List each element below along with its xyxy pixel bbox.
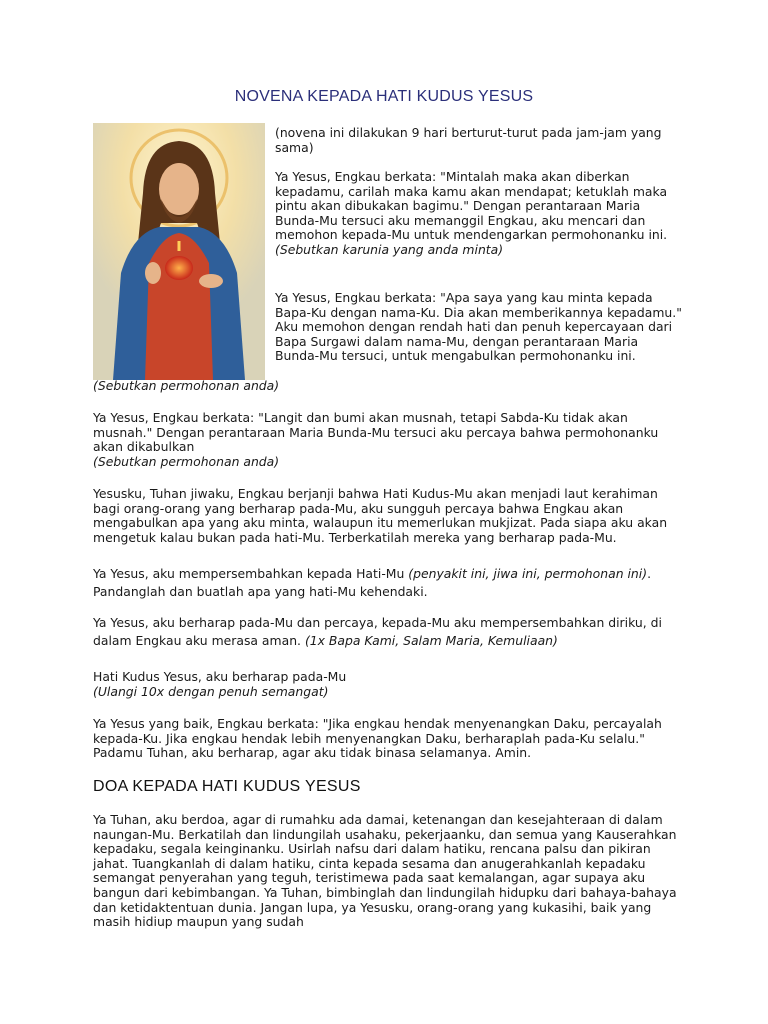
paragraph-1	[275, 170, 685, 258]
paragraph-8: Ya Yesus yang baik, Engkau berkata: "Jika engkau hendak menyenangkan Daku, percayalah kepada-Ku. Jika engkau hendak lebih menyenangkan Daku, berharaplah pada-Ku selalu." Padamu Tuhan, aku berharap, agar aku tidak binasa selamanya. Amin.	[93, 716, 662, 761]
paragraph-2: Ya Yesus, Engkau berkata: "Apa saya yang kau minta kepada Bapa-Ku dengan nama-Ku. Dia akan memberikannya kepadamu." Aku memohon dengan rendah hati dan penuh kepercayaan dari Bapa Surgawi dalam nama-Mu, dengan perantaraan Maria Bunda-Mu tersuci, untuk mengabulkan permohonanku ini.	[275, 290, 682, 364]
paragraph-6	[93, 614, 683, 650]
section-heading: DOA KEPADA HATI KUDUS YESUS	[93, 778, 361, 795]
paragraph-1-note: (Sebutkan karunia yang anda minta)	[275, 241, 504, 257]
paragraph-3-note: (Sebutkan permohonan anda)	[93, 453, 280, 469]
paragraph-5-text-b: . Pandanglah dan buatlah apa yang hati-Mu kehendaki.	[93, 566, 652, 599]
sacred-heart-image	[93, 123, 265, 380]
intro-text: (novena ini dilakukan 9 hari berturut-turut pada jam-jam yang sama)	[275, 125, 662, 155]
paragraph-6-text: Ya Yesus, aku berharap pada-Mu dan percaya, kepada-Mu aku mempersembahkan diriku, di dalam Engkau aku merasa aman.	[93, 615, 662, 648]
paragraph-3-text: Ya Yesus, Engkau berkata: "Langit dan bumi akan musnah, tetapi Sabda-Ku tidak akan musnah." Dengan perantaraan Maria Bunda-Mu tersuci aku percaya bahwa permohonanku akan dikabulkan	[93, 410, 659, 455]
paragraph-4: Yesusku, Tuhan jiwaku, Engkau berjanji bahwa Hati Kudus-Mu akan menjadi laut kerahiman bagi orang-orang yang berharap pada-Mu, aku sungguh percaya bahwa Engkau akan mengabulkan apa yang aku minta, walaupun itu memerlukan mukjizat. Pada siapa aku akan mengetuk kalau bukan pada hati-Mu. Terberkatilah mereka yang berharap pada-Mu.	[93, 486, 668, 545]
page-title: NOVENA KEPADA HATI KUDUS YESUS	[234, 88, 534, 105]
paragraph-2-note: (Sebutkan permohonan anda)	[93, 378, 280, 393]
paragraph-7-note: (Ulangi 10x dengan penuh semangat)	[93, 683, 329, 699]
paragraph-3	[93, 411, 683, 469]
paragraph-6-note: (1x Bapa Kami, Salam Maria, Kemuliaan)	[304, 633, 558, 648]
paragraph-5	[93, 565, 683, 601]
paragraph-7-text: Hati Kudus Yesus, aku berharap pada-Mu	[93, 669, 347, 684]
paragraph-1-text: Ya Yesus, Engkau berkata: "Mintalah maka akan diberkan kepadamu, carilah maka kamu akan mendapat; ketuklah maka pintu akan dibukakan bagimu." Dengan perantaraan Maria Bunda-Mu tersuci aku memanggil Engkau, aku mencari dan memohon kepada-Mu untuk mendengarkan permohonanku ini.	[275, 169, 668, 243]
paragraph-5-text-a: Ya Yesus, aku mempersembahkan kepada Hati-Mu	[93, 566, 409, 581]
paragraph-7	[93, 670, 683, 699]
paragraph-5-note: (penyakit ini, jiwa ini, permohonan ini)	[408, 566, 648, 581]
paragraph-9: Ya Tuhan, aku berdoa, agar di rumahku ada damai, ketenangan dan kesejahteraan di dalam naungan-Mu. Berkatilah dan lindungilah usahaku, pekerjaanku, dan semua yang Kauserahkan kepadaku, segala keinginanku. Usirlah nafsu dari dalam hatiku, rencana palsu dan pikiran jahat. Tuangkanlah di dalam hatiku, cinta kepada sesama dan anugerahkanlah kepadaku semangat penyerahan yang teguh, teristimewa pada saat kemalangan, agar supaya aku bangun dari kebimbangan. Ya Tuhan, bimbinglah dan lindungilah hidupku dari bahaya-bahaya dan ketidaktentuan dunia. Jangan lupa, ya Yesusku, orang-orang yang kukasihi, baik yang masih hidiup maupun yang sudah	[93, 812, 677, 930]
